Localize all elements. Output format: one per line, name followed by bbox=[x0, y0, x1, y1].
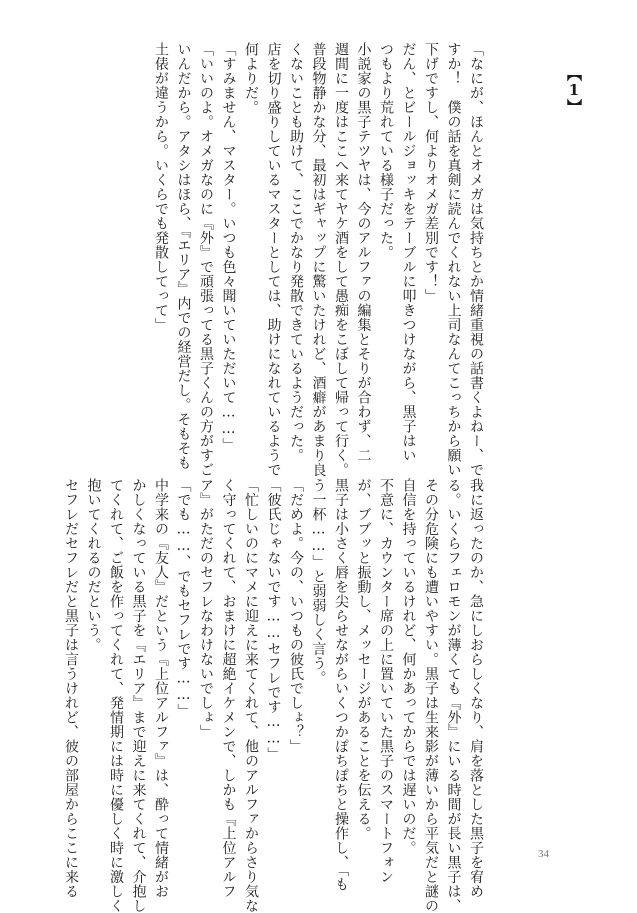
text-line: る。いくらフェロモンが薄くても『外』にいる時間が長い黒子は、 bbox=[445, 478, 462, 913]
text-line: 中学来の『友人』だという『上位アルファ』は、酔って情緒がお bbox=[153, 478, 169, 899]
text-line: その分危険にも遭いやすい。黒子は生来影が薄いから平気だと謎の bbox=[423, 478, 439, 913]
text-column-bottom bbox=[63, 478, 487, 913]
text-line: セフレだセフレだと黒子は言うけれど、彼の部屋からここに来る bbox=[63, 478, 79, 899]
text-line: 「いいのよ。オメガなのに『外』で頑張ってる黒子くんの方がすご bbox=[198, 42, 214, 477]
text-column-top bbox=[97, 42, 487, 477]
text-line: くないことも助けて、ここでかなり発散できているようだった。 bbox=[288, 42, 304, 463]
text-line: 「でも……、でもセフレです……」 bbox=[175, 478, 192, 718]
section-number: 【1】 bbox=[565, 66, 583, 114]
text-line: 店を切り盛りしているマスターとしては、助けになれているようで bbox=[265, 42, 282, 477]
text-line: 「だめよ。今の、いつもの彼氏でしょ？」 bbox=[288, 478, 304, 754]
text-line: つもより荒れている様子だった。 bbox=[378, 42, 394, 260]
text-line: 「なにが、ほんとオメガは気持ちとか情緒重視の話書くよねー、で bbox=[468, 42, 484, 477]
text-line: 何よりだ。 bbox=[243, 42, 259, 115]
text-line: 普段物静かな分、最初はギャップに驚いたけれど、酒癖があまり良 bbox=[310, 42, 327, 477]
page-number: 34 bbox=[538, 848, 549, 860]
text-line: う一杯……」と弱弱しく言う。 bbox=[310, 478, 327, 685]
text-line: 「彼氏じゃないです……セフレです……」 bbox=[265, 478, 282, 762]
text-line: てくれて、ご飯を作ってくれて、発情期には時に優しく時に激しく bbox=[108, 478, 124, 913]
text-line: 「忙しいのにマメに迎えに来てくれて、他のアルファからさり気な bbox=[243, 478, 259, 913]
text-line: すか！ 僕の話を真剣に読んでくれない上司なんてこっちから願い bbox=[445, 42, 462, 477]
text-line: ア』がただのセフレなわけないでしょ」 bbox=[198, 478, 214, 739]
text-line: が、ブブッと振動し、メッセージがあることを伝える。 bbox=[355, 478, 372, 841]
text-line: 不意に、カウンター席の上に置いていた黒子のスマートフォン bbox=[378, 478, 394, 884]
text-line: く守ってくれて、おまけに超絶イケメンで、しかも『上位アルフ bbox=[220, 478, 237, 899]
text-line: 土俵が違うから。いくらでも発散してって」 bbox=[153, 42, 169, 332]
text-line: いんだから。アタシはほら、『エリア』内での経営だし。そもそも bbox=[175, 42, 192, 470]
text-line: 「すみません、マスター。いつも色々聞いていただいて……」 bbox=[220, 42, 237, 452]
text-line: だん、とビールジョッキをテーブルに叩きつけながら、黒子はい bbox=[400, 42, 417, 463]
text-line: かしくなっている黒子を『エリア』まで迎えに来てくれて、介抱し bbox=[130, 478, 147, 913]
text-line: 週間に一度はここへ来てヤケ酒をして愚痴をこぼして帰って行く。 bbox=[333, 42, 349, 477]
text-line: 小説家の黒子テツヤは、今のアルファの編集とそりが合わず、二 bbox=[355, 42, 372, 463]
text-line: 抱いてくれるのだという。 bbox=[85, 478, 102, 652]
text-line: 下げですし、何よりオメガ差別です！」 bbox=[423, 42, 439, 303]
text-line: 黒子は小さく唇を尖らせながらいくつかぽちぽちと操作し、「も bbox=[333, 478, 349, 892]
text-line: 自信を持っているけれど、何かあってからでは遅いのだ。 bbox=[400, 478, 417, 855]
text-line: 我に返ったのか、急にしおらしくなり、肩を落とした黒子を宥め bbox=[468, 478, 484, 899]
